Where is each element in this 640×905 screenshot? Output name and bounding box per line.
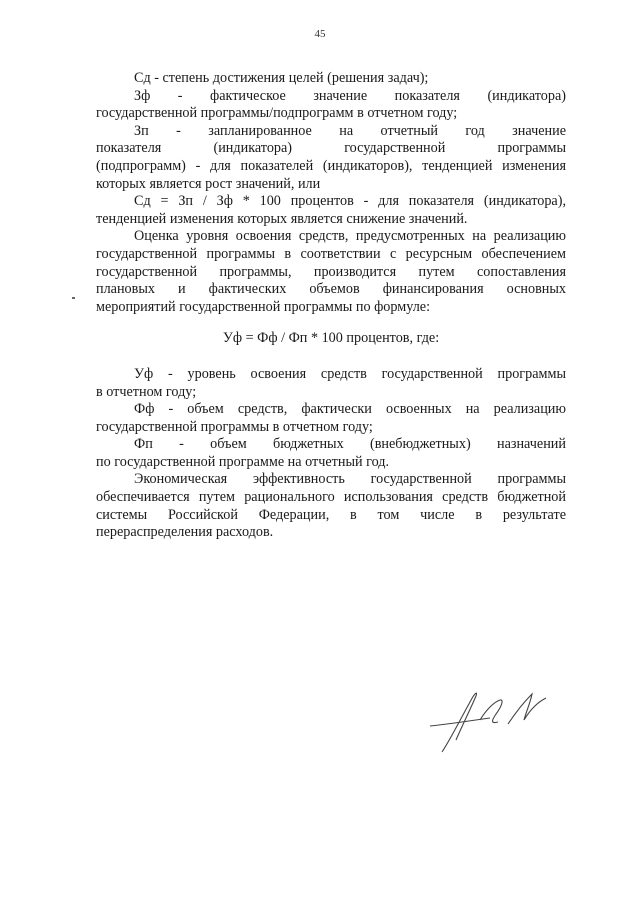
text-line: в отчетном году; [96,383,197,400]
formula-line: Уф = Фф / Фп * 100 процентов, где: [222,330,440,347]
text-line: Уф - уровень освоения средств государственной программы [134,365,566,382]
paragraphs-bottom [96,366,566,542]
text-line: Зф - фактическое значение показателя (индикатора) [134,87,566,104]
text-line: государственной программы, производится путем сопоставления [96,263,566,280]
scan-mark [72,297,75,299]
text-line: Сд = Зп / Зф * 100 процентов - для показателя (индикатора), [134,193,566,210]
paragraphs-top [96,70,566,316]
text-line: показателя (индикатора) государственной программы [96,140,566,157]
text-line: обеспечивается путем рационального использования средств бюджетной [96,489,566,506]
document-body [96,70,566,542]
text-line: системы Российской Федерации, в том числе в результате [96,506,566,523]
text-line: плановых и фактических объемов финансирования основных [96,281,566,298]
text-line: Фф - объем средств, фактически освоенных на реализацию [134,401,566,418]
handwritten-signature [420,680,560,760]
text-line: государственной программы в соответствии с ресурсным обеспечением [96,245,566,262]
page-number: 45 [314,28,326,40]
text-line: Зп - запланированное на отчетный год значение [134,122,566,139]
text-line: Экономическая эффективность государственной программы [134,471,566,488]
text-line: которых является рост значений, или [96,175,321,192]
text-line: Сд - степень достижения целей (решения задач); [134,70,429,86]
text-line: государственной программы/подпрограмм в отчетном году; [96,105,458,122]
text-line: по государственной программе на отчетный год. [96,453,390,470]
text-line: тенденцией изменения которых является снижение значений. [96,210,468,227]
text-line: государственной программы в отчетном году; [96,418,373,435]
text-line: (подпрограмм) - для показателей (индикаторов), тенденцией изменения [96,157,566,174]
text-line: мероприятий государственной программы по формуле: [96,298,431,315]
text-line: Фп - объем бюджетных (внебюджетных) назначений [134,436,566,453]
text-line: Оценка уровня освоения средств, предусмотренных на реализацию [134,228,566,245]
text-line: перераспределения расходов. [96,524,274,541]
